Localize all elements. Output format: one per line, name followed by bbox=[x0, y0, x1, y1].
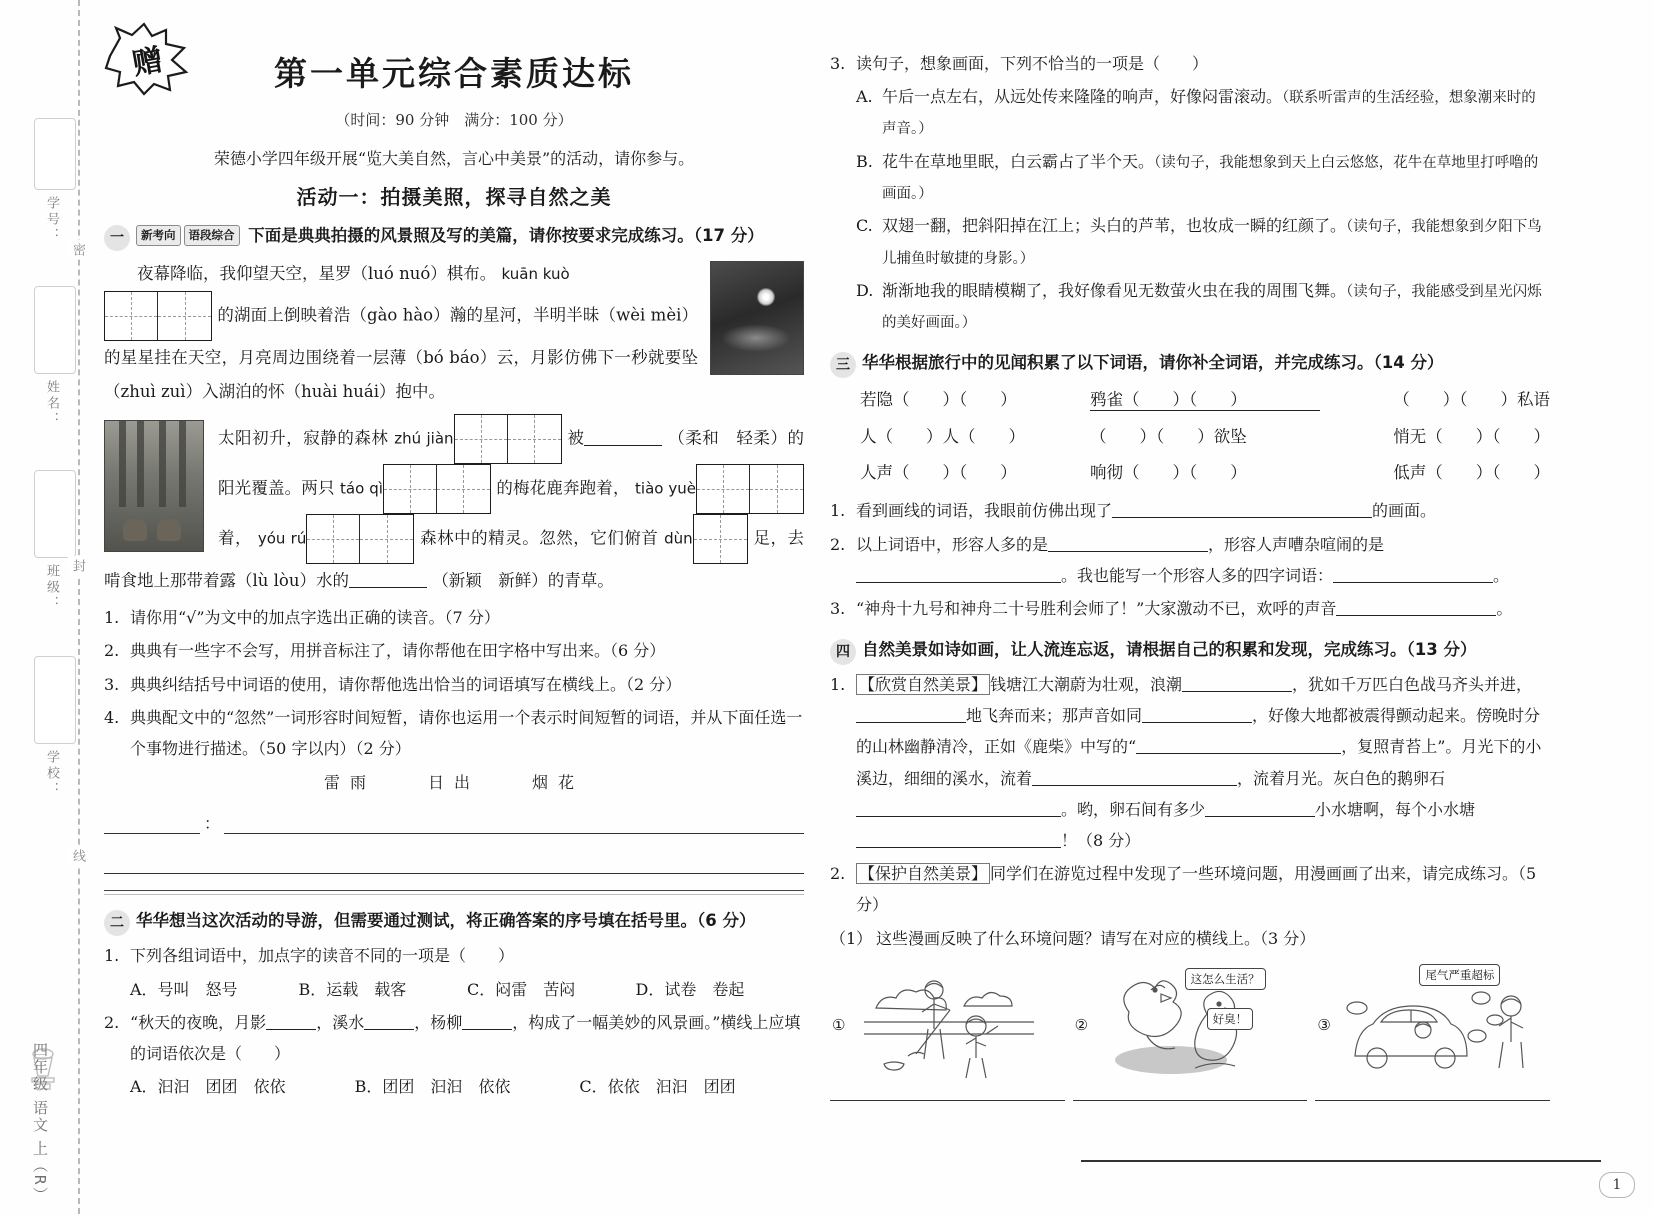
s4-q1-tag: 【欣赏自然美景】 bbox=[856, 674, 990, 695]
s4-q1-g: 。哟，卵石间有多少 bbox=[1061, 799, 1206, 819]
cartoon-panel-1 bbox=[830, 964, 1065, 1082]
section-1-number: 一 bbox=[104, 225, 130, 251]
s1-question-3 bbox=[104, 669, 804, 700]
s2-q2-option-c[interactable]: C．依依 汩汩 团团 bbox=[579, 1077, 736, 1097]
section-4-heading bbox=[830, 638, 1550, 665]
passage-pinyin-kuankuo: kuān kuò bbox=[501, 265, 570, 283]
s4-q1-i: ！ bbox=[1061, 831, 1078, 850]
s3-q1-blank[interactable] bbox=[1112, 501, 1372, 519]
s4-q2-text: 同学们在游览过程中发现了一些环境问题，用漫画画了出来，请完成练习。 bbox=[990, 864, 1519, 884]
s3-q3-text-a: “神舟十九号和神舟二十号胜利会师了！”大家激动不已，欢呼的声音 bbox=[856, 598, 1337, 618]
s3-q1-text-a: 看到画线的词语，我眼前仿佛出现了 bbox=[856, 501, 1113, 521]
passage-part-1 bbox=[104, 257, 804, 408]
exam-subtitle: （时间：90 分钟 满分：100 分） bbox=[335, 111, 573, 129]
idiom-2-2[interactable]: （ ）（ ）欲坠 bbox=[1090, 427, 1247, 447]
field-label-school: 学校： bbox=[44, 750, 59, 798]
s4-q1-e: ，复照青苔上”。月光下的小溪边，细细的溪水，流着 bbox=[856, 737, 1542, 788]
s3-q2-text-b: ，形容人声嘈杂喧闹的是 bbox=[1208, 534, 1385, 554]
s1-q3-index: 3. bbox=[104, 674, 120, 694]
seal-char-mi: 密 bbox=[68, 240, 87, 259]
s2-q3-option-c-main: 双翅一翻，把斜阳掉在江上；头白的芦苇，也妆成一瞬的红颜了。 bbox=[882, 216, 1347, 236]
field-box-studentid[interactable] bbox=[34, 118, 76, 190]
cartoon-answer-line-2[interactable] bbox=[1073, 1086, 1308, 1101]
s2-q3-option-c[interactable] bbox=[830, 210, 1550, 273]
gift-badge-text: 赠 bbox=[129, 42, 166, 83]
section-2-heading bbox=[104, 909, 804, 936]
section-2-number: 二 bbox=[104, 910, 130, 936]
section-2-questions bbox=[104, 940, 804, 1102]
s3-q1-text-b: 的画面。 bbox=[1372, 501, 1437, 521]
s3-question-3 bbox=[830, 593, 1550, 624]
s2-q2-stem-b: ，溪水 bbox=[316, 1012, 365, 1032]
tianzige-2-e[interactable] bbox=[306, 514, 414, 564]
s2-q1-options bbox=[104, 974, 804, 1005]
s4-q1-blank-6[interactable] bbox=[856, 799, 1061, 817]
s2-q3-option-a-label: A. bbox=[856, 87, 873, 107]
s1-q4-text: 典典配文中的“忽然”一词形容时间短暂，请你也运用一个表示时间短暂的词语，并从下面任选一个事物进行描述。（50 字以内）（2 分） bbox=[130, 707, 803, 758]
s2-q3-option-b[interactable] bbox=[830, 146, 1550, 209]
s4-q2-1-text: 这些漫画反映了什么环境问题？请写在对应的横线上。 bbox=[876, 928, 1261, 948]
right-column bbox=[830, 0, 1550, 1101]
idiom-1-3[interactable]: （ ）（ ）私语 bbox=[1393, 390, 1550, 410]
s2-question-3-block bbox=[830, 48, 1550, 337]
s4-q1-index: 1. bbox=[830, 675, 846, 695]
s2-q2-index: 2. bbox=[104, 1012, 120, 1032]
passage-blank-2[interactable] bbox=[349, 570, 427, 588]
s1-q3-text: 典典纠结括号中词语的使用，请你帮他选出恰当的词语填写在横线上。（2 分） bbox=[130, 674, 682, 694]
tianzige-2-a[interactable] bbox=[104, 291, 212, 341]
idiom-row-2 bbox=[860, 423, 1550, 447]
s2-q2-stem-c: ，杨柳 bbox=[414, 1012, 463, 1032]
passage-line-2a: 太阳初升，寂静的森林 bbox=[218, 428, 389, 448]
s2-q3-option-c-label: C. bbox=[856, 216, 873, 236]
s3-q2-text-c: 。我也能写一个形容人多的四字词语： bbox=[1061, 565, 1334, 585]
s2-question-3 bbox=[830, 48, 1550, 79]
section-4-score: （13 分） bbox=[1406, 640, 1477, 660]
s2-question-2 bbox=[104, 1007, 804, 1069]
s1-question-2 bbox=[104, 635, 804, 666]
s4-q1-blank-8[interactable] bbox=[856, 830, 1061, 848]
cartoon-answer-line-1[interactable] bbox=[830, 1086, 1065, 1101]
idiom-1-2[interactable]: 鸦雀（ ）（ ） bbox=[1090, 386, 1320, 411]
s4-q1-blank-5[interactable] bbox=[1032, 768, 1237, 786]
s4-q1-d: ，好像大地都被震得颤动起来。傍晚时分的山林幽静清冷，正如《鹿柴》中写的“ bbox=[856, 706, 1541, 757]
tianzige-2-c[interactable] bbox=[383, 464, 491, 514]
seal-char-feng: 封 bbox=[68, 556, 87, 575]
s2-q2-blank-2[interactable] bbox=[364, 1012, 414, 1030]
s1-q1-index: 1. bbox=[104, 608, 120, 628]
exam-lead: 荣德小学四年级开展“览大美自然，言心中美景”的活动，请你参与。 bbox=[213, 149, 695, 168]
s2-q3-option-d-main: 渐渐地我的眼睛模糊了，我好像看见无数萤火虫在我的周围飞舞。 bbox=[882, 280, 1347, 300]
s2-q3-option-a[interactable] bbox=[830, 81, 1550, 144]
s4-q1-blank-7[interactable] bbox=[1205, 799, 1315, 817]
cartoon-answer-lines bbox=[830, 1086, 1550, 1101]
s3-q2-text-a: 以上词语中，形容人多的是 bbox=[856, 534, 1049, 554]
s4-q2-score: （5 分） bbox=[856, 864, 1537, 915]
s3-q3-index: 3. bbox=[830, 598, 846, 618]
s4-q2-tag: 【保护自然美景】 bbox=[856, 863, 990, 884]
idiom-3-1[interactable]: 人声（ ）（ ） bbox=[860, 463, 1017, 483]
s4-q1-blank-4[interactable] bbox=[1136, 737, 1341, 755]
cartoon-panels bbox=[830, 964, 1550, 1082]
s1-question-4 bbox=[104, 702, 804, 764]
forest-deer-photo bbox=[104, 420, 204, 552]
passage-line-2b: 被 bbox=[567, 428, 585, 448]
s2-q3-option-d[interactable] bbox=[830, 275, 1550, 338]
tianzige-2-d[interactable] bbox=[696, 464, 804, 514]
s1-answer-blank-line1[interactable] bbox=[224, 807, 804, 834]
gift-badge bbox=[104, 22, 190, 96]
passage-line-2g: 足，去啃食地上那带着露（lù lòu）水的 bbox=[104, 528, 805, 591]
s3-q2-index: 2. bbox=[830, 534, 846, 554]
section-4-questions bbox=[830, 669, 1550, 954]
s3-q1-index: 1. bbox=[830, 501, 846, 521]
idiom-2-1[interactable]: 人（ ）人（ ） bbox=[860, 427, 1025, 447]
passage-line-2h: （新颖 新鲜）的青草。 bbox=[432, 571, 614, 591]
section-3-number: 三 bbox=[830, 352, 856, 378]
s2-q3-stem: 读句子，想象画面，下列不恰当的一项是（ ） bbox=[856, 54, 1209, 73]
field-box-school[interactable] bbox=[34, 656, 76, 744]
s2-q3-option-a-note: （联系听雷声的生活经验，想象潮来时的声音。） bbox=[882, 90, 1536, 138]
field-box-name[interactable] bbox=[34, 286, 76, 374]
s2-q3-option-c-note: （读句子，我能想象到夕阳下鸟儿捕鱼时敏捷的身影。） bbox=[882, 219, 1542, 267]
s2-q1-option-c[interactable]: C．闷雷 苦闷 bbox=[467, 979, 576, 999]
tag-passage-comprehensive: 语段综合 bbox=[184, 225, 240, 246]
passage-line-2d: 的梅花鹿奔跑着， bbox=[496, 478, 630, 498]
s1-q1-text: 请你用“√”为文中的加点字选出正确的读音。（7 分） bbox=[130, 608, 500, 628]
passage-pinyin-dun: dùn bbox=[664, 529, 693, 548]
s3-question-1 bbox=[830, 495, 1550, 526]
s2-question-1 bbox=[104, 940, 804, 971]
s2-q3-option-a-main: 午后一点左右，从远处传来隆隆的响声，好像闷雷滚动。 bbox=[882, 87, 1283, 107]
s4-q1-c: 地飞奔而来；那声音如同 bbox=[966, 706, 1143, 726]
seal-char-xian: 线 bbox=[68, 846, 87, 865]
s3-q2-blank-2[interactable] bbox=[856, 565, 1061, 583]
s2-q2-blank-1[interactable] bbox=[266, 1012, 316, 1030]
s2-q1-option-a[interactable]: A．号叫 怒号 bbox=[130, 979, 238, 999]
s2-q3-option-b-label: B. bbox=[856, 151, 873, 171]
passage-line-2f: 森林中的精灵。忽然，它们俯首 bbox=[420, 528, 659, 548]
s2-q2-option-b[interactable]: B．团团 汩汩 依依 bbox=[354, 1077, 511, 1097]
tianzige-1-a[interactable] bbox=[693, 514, 748, 564]
page-number: 1 bbox=[1599, 1172, 1635, 1198]
s2-q3-index: 3. bbox=[830, 54, 846, 73]
cartoon-2-bubble-1: 这怎么生活？ bbox=[1185, 968, 1266, 990]
idiom-grid bbox=[830, 386, 1550, 483]
field-label-name: 姓名： bbox=[44, 380, 59, 428]
s3-q3-text-b: 。 bbox=[1496, 598, 1513, 618]
s3-q2-text-d: 。 bbox=[1493, 565, 1510, 585]
tag-new-exam-direction: 新考向 bbox=[136, 225, 181, 246]
s4-q1-blank-3[interactable] bbox=[1142, 705, 1252, 723]
s2-q1-stem: 下列各组词语中，加点字的读音不同的一项是（ ） bbox=[130, 946, 515, 966]
idiom-2-3[interactable]: 悄无（ ）（ ） bbox=[1393, 427, 1550, 447]
idiom-3-3[interactable]: 低声（ ）（ ） bbox=[1393, 463, 1550, 483]
s2-q3-option-b-note: （读句子，我能想象到天上白云悠悠，花牛在草地里打呼噜的画面。） bbox=[882, 154, 1539, 202]
s1-answer-row: ： bbox=[104, 807, 804, 834]
section-3-title: 华华根据旅行中的见闻积累了以下词语，请你补全词语，并完成练习。 bbox=[862, 353, 1374, 373]
s2-q2-options bbox=[104, 1071, 804, 1102]
s2-q2-option-a[interactable]: A．汩汩 团团 依依 bbox=[130, 1077, 286, 1097]
passage-line-2c: （柔和 轻柔）的阳光覆盖。两只 bbox=[218, 428, 805, 498]
s4-q2-1-score: （3 分） bbox=[1260, 928, 1316, 948]
page-title: 第一单元综合素质达标 bbox=[274, 54, 634, 93]
cartoon-2-bubble-2: 好臭！ bbox=[1207, 1008, 1254, 1030]
activity-heading: 活动一：拍摄美照，探寻自然之美 bbox=[296, 185, 612, 209]
passage-line-1b: 的湖面上倒映着浩（gào hào）瀚的星河，半明半昧（wèi mèi）的星星挂在天空，月亮周边围绕着一层薄（bó báo）云，月影仿佛下一秒就要坠（zhuì zuì）入湖泊的怀（huài huái）抱中。 bbox=[104, 305, 698, 401]
s3-question-2 bbox=[830, 529, 1550, 591]
s4-q1-score: （8 分） bbox=[1077, 831, 1141, 850]
idiom-1-1[interactable]: 若隐（ ）（ ） bbox=[860, 390, 1017, 410]
section-divider bbox=[104, 890, 804, 895]
section-4-number: 四 bbox=[830, 639, 856, 665]
section-3-score: （14 分） bbox=[1373, 353, 1444, 373]
s4-question-2-1 bbox=[830, 923, 1550, 954]
left-column bbox=[104, 0, 804, 1102]
s2-q1-option-d[interactable]: D．试卷 卷起 bbox=[635, 979, 745, 999]
section-2-score: （6 分） bbox=[697, 911, 756, 931]
s4-q1-a: 钱塘江大潮蔚为壮观，浪潮 bbox=[990, 675, 1183, 695]
cartoon-panel-3 bbox=[1315, 964, 1550, 1082]
passage-pinyin-youru: yóu rú bbox=[257, 529, 307, 548]
section-3-questions bbox=[830, 495, 1550, 624]
section-1-score: （17 分） bbox=[693, 226, 764, 245]
section-2-title: 华华想当这次活动的导游，但需要通过测试，将正确答案的序号填在括号里。 bbox=[136, 911, 697, 931]
s3-q3-blank[interactable] bbox=[1336, 598, 1496, 616]
s4-q1-blank-2[interactable] bbox=[856, 705, 966, 723]
passage-pinyin-tiaoyue: tiào yuè bbox=[635, 479, 696, 498]
s4-q2-1-index: （1） bbox=[830, 928, 873, 948]
s4-q2-index: 2. bbox=[830, 864, 846, 884]
field-label-class: 班级： bbox=[44, 564, 59, 612]
passage-line-2e: 着， bbox=[218, 528, 253, 548]
publisher-logo-icon bbox=[26, 1046, 60, 1092]
idiom-row-1 bbox=[860, 386, 1550, 411]
cartoon-panel-2 bbox=[1073, 964, 1308, 1082]
s4-q1-blank-1[interactable] bbox=[1182, 674, 1292, 692]
seal-margin bbox=[0, 0, 96, 1214]
section-3-heading bbox=[830, 351, 1550, 378]
s2-q2-blank-3[interactable] bbox=[462, 1012, 512, 1030]
s1-q2-index: 2. bbox=[104, 641, 120, 661]
s2-q1-index: 1. bbox=[104, 946, 120, 966]
s2-q3-option-b-main: 花牛在草地里眠，白云霸占了半个天。 bbox=[882, 151, 1155, 171]
s1-answer-blank-topic[interactable] bbox=[104, 807, 200, 834]
passage-blank-1[interactable] bbox=[584, 428, 662, 446]
cartoon-1-litter-cleanup-icon bbox=[856, 964, 1041, 1082]
section-1-title: 下面是典典拍摄的风景照及写的美篇，请你按要求完成练习。 bbox=[248, 226, 694, 245]
s4-q1-f: ，流着月光。灰白色的鹅卵石 bbox=[1237, 768, 1446, 788]
passage-line-1a: 夜幕降临，我仰望天空，星罗（luó nuó）棋布。 bbox=[137, 264, 497, 283]
section-1-heading bbox=[104, 224, 804, 251]
idiom-3-2[interactable]: 响彻（ ）（ ） bbox=[1090, 463, 1247, 483]
s1-q2-text: 典典有一些字不会写，用拼音标注了，请你帮他在田字格中写出来。（6 分） bbox=[130, 641, 666, 661]
cartoon-3-bubble-1: 尾气严重超标 bbox=[1419, 964, 1500, 986]
field-label-studentid: 学号： bbox=[44, 196, 59, 244]
passage-pinyin-zhujian: zhú jiàn bbox=[394, 429, 454, 448]
tianzige-2-b[interactable] bbox=[454, 414, 562, 464]
spine-label: 四年级 语文 上（R） bbox=[31, 1042, 49, 1204]
section-4-title: 自然美景如诗如画，让人流连忘返，请根据自己的积累和发现，完成练习。 bbox=[862, 640, 1407, 660]
section-1-questions bbox=[104, 602, 804, 764]
s1-answer-blank-line2[interactable] bbox=[104, 848, 804, 875]
cartoon-1-index: ① bbox=[832, 1015, 846, 1034]
footer-rule bbox=[1081, 1160, 1601, 1162]
s2-q3-option-d-label: D. bbox=[856, 280, 874, 300]
s1-word-choices: 雷雨 日出 烟花 bbox=[323, 773, 584, 793]
s4-question-2 bbox=[830, 858, 1550, 920]
s2-q3-option-d-note: （读句子，我能感受到星光闪烁的美好画面。） bbox=[882, 283, 1542, 332]
night-sky-photo bbox=[710, 261, 804, 375]
seal-dashed-line bbox=[78, 0, 80, 1214]
s3-q2-blank-3[interactable] bbox=[1333, 565, 1493, 583]
cartoon-answer-line-3[interactable] bbox=[1315, 1086, 1550, 1101]
s2-q2-stem-a: “秋天的夜晚，月影 bbox=[130, 1012, 267, 1032]
s1-q4-index: 4. bbox=[104, 707, 120, 727]
cartoon-2-index: ② bbox=[1074, 1015, 1089, 1034]
field-box-class[interactable] bbox=[34, 470, 76, 558]
cartoon-3-index: ③ bbox=[1317, 1015, 1331, 1034]
s1-question-1 bbox=[104, 602, 804, 633]
s2-q2-stem-d: ，构成了一幅美妙的风景画。”横线上应填的词语依次是（ ） bbox=[130, 1012, 801, 1063]
s4-q1-h: 小水塘啊，每个小水塘 bbox=[1315, 799, 1476, 819]
s2-q1-option-b[interactable]: B．运载 载客 bbox=[298, 979, 407, 999]
s3-q2-blank-1[interactable] bbox=[1048, 534, 1208, 552]
passage-part-2 bbox=[104, 414, 804, 598]
s4-q1-b: ，犹如千万匹白色战马齐头并进， bbox=[1292, 675, 1533, 695]
idiom-row-3 bbox=[860, 459, 1550, 483]
s4-question-1 bbox=[830, 669, 1550, 856]
passage-pinyin-taoqi: táo qì bbox=[340, 479, 383, 498]
